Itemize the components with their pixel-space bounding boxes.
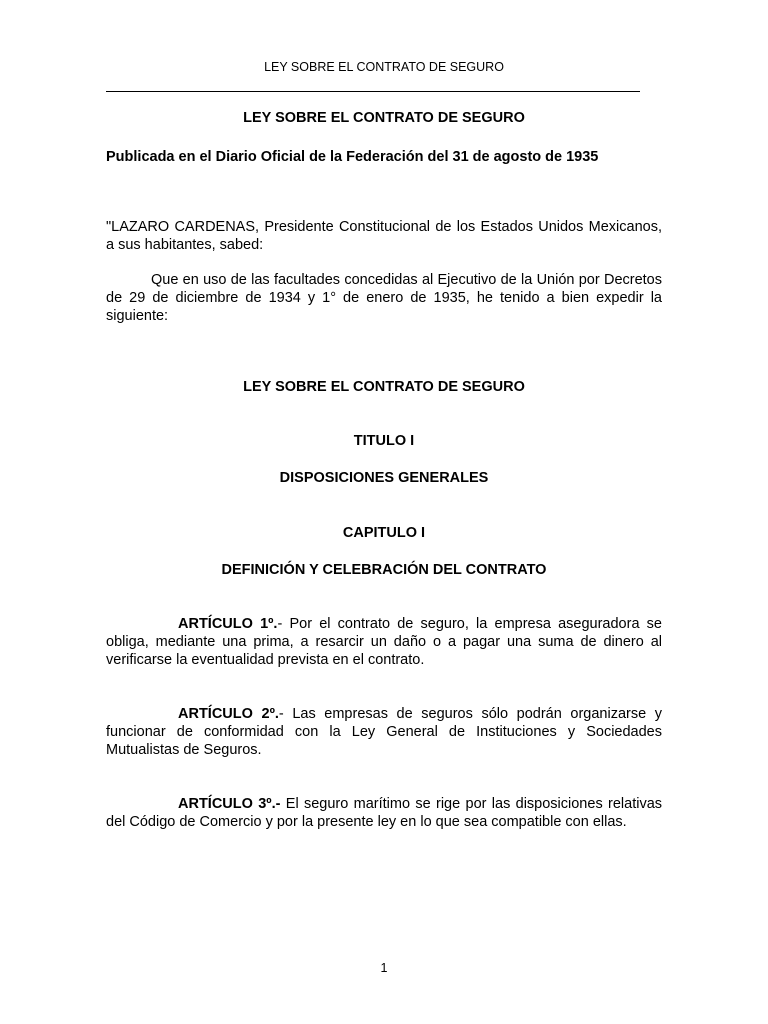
running-header: LEY SOBRE EL CONTRATO DE SEGURO bbox=[264, 60, 504, 74]
article-2-label: ARTÍCULO 2º. bbox=[178, 706, 279, 722]
capitulo-name: DEFINICIÓN Y CELEBRACIÓN DEL CONTRATO bbox=[221, 562, 547, 578]
article-2-text: - Las empresas de seguros sólo podrán organizarse y funcionar de conformidad con la Ley General de Instituciones y Sociedades Mutualistas de Seguros. bbox=[106, 706, 662, 758]
header-divider bbox=[106, 91, 640, 92]
article-3 bbox=[106, 795, 662, 831]
titulo-heading: TITULO I bbox=[353, 433, 415, 449]
page-number: 1 bbox=[380, 961, 388, 975]
publication-note: Publicada en el Diario Oficial de la Federación del 31 de agosto de 1935 bbox=[106, 149, 599, 165]
law-heading: LEY SOBRE EL CONTRATO DE SEGURO bbox=[243, 379, 525, 395]
paragraph-lazaro: "LAZARO CARDENAS, Presidente Constitucional de los Estados Unidos Mexicanos, a sus habitantes, sabed: bbox=[106, 219, 662, 253]
paragraph-que: Que en uso de las facultades concedidas al Ejecutivo de la Unión por Decretos de 29 de diciembre de 1934 y 1° de enero de 1935, he tenido a bien expedir la siguiente: bbox=[106, 272, 662, 324]
titulo-name: DISPOSICIONES GENERALES bbox=[279, 470, 489, 486]
article-3-label: ARTÍCULO 3º.- bbox=[178, 796, 281, 812]
capitulo-heading: CAPITULO I bbox=[342, 525, 426, 541]
article-1 bbox=[106, 615, 662, 669]
article-1-text: - Por el contrato de seguro, la empresa aseguradora se obliga, mediante una prima, a resarcir un daño o a pagar una suma de dinero al verificarse la eventualidad prevista en el contrato. bbox=[106, 616, 662, 668]
document-title: LEY SOBRE EL CONTRATO DE SEGURO bbox=[243, 110, 525, 126]
article-2 bbox=[106, 705, 662, 759]
article-3-text: El seguro marítimo se rige por las disposiciones relativas del Código de Comercio y por la presente ley en lo que sea compatible con ellas. bbox=[106, 796, 663, 830]
article-1-label: ARTÍCULO 1º. bbox=[178, 616, 278, 632]
